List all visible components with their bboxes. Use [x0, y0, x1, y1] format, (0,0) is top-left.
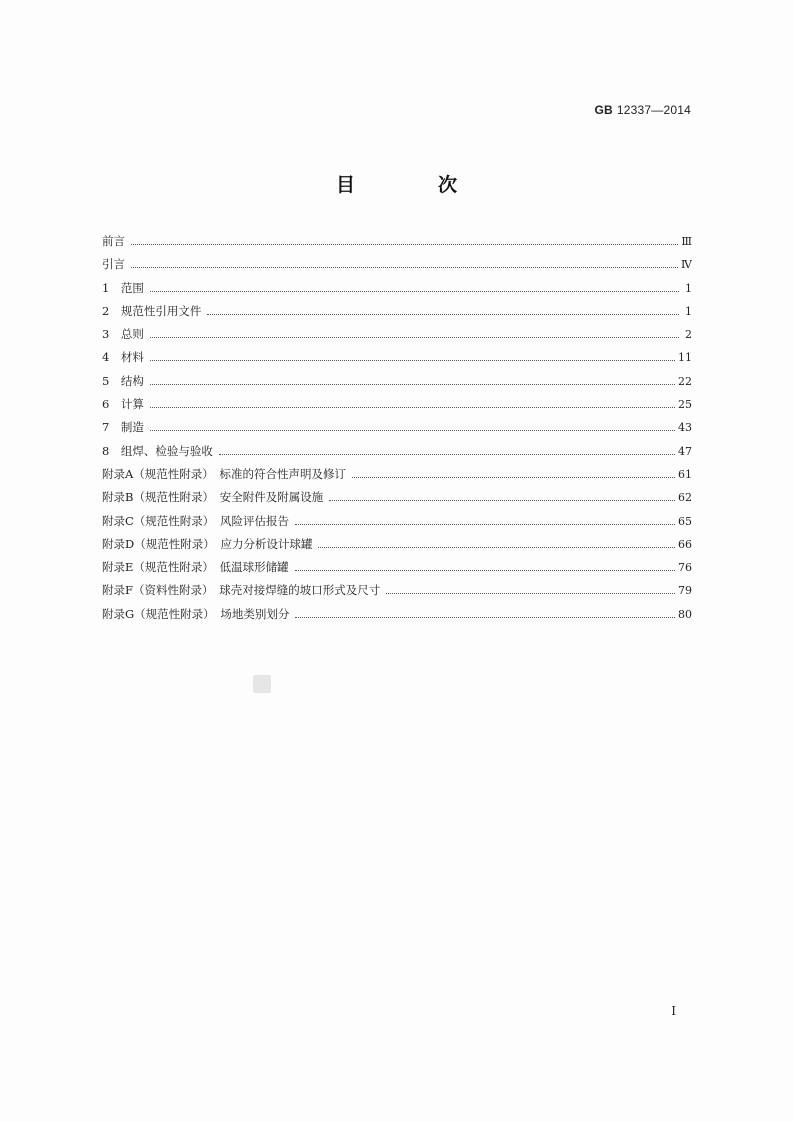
- toc-entry[interactable]: [102, 443, 692, 466]
- toc-dot-leader: [318, 546, 675, 548]
- toc-entry-page: 25: [678, 398, 692, 412]
- toc-entry-page: 61: [678, 467, 692, 481]
- toc-dot-leader: [150, 336, 679, 338]
- toc-entry-label: 附录C（规范性附录） 风险评估报告: [102, 513, 290, 528]
- toc-entry-page: 65: [678, 514, 692, 528]
- toc-entry-page: 66: [678, 537, 692, 551]
- toc-entry-page: 47: [678, 444, 692, 458]
- toc-dot-leader: [295, 569, 675, 571]
- toc-dot-leader: [150, 406, 675, 408]
- page-title: 目 次: [335, 174, 489, 196]
- toc-entry[interactable]: [102, 303, 692, 326]
- toc-entry[interactable]: [102, 419, 692, 442]
- toc-entry[interactable]: [102, 513, 692, 536]
- toc-entry-label: 附录E（规范性附录） 低温球形储罐: [102, 560, 289, 575]
- toc-entry[interactable]: [102, 256, 692, 279]
- toc-entry-label: 7 制造: [102, 420, 144, 435]
- toc-entry-label: 8 组焊、检验与验收: [102, 443, 213, 458]
- toc-entry[interactable]: [102, 233, 692, 256]
- toc-entry-page: 2: [685, 328, 692, 342]
- toc-entry[interactable]: [102, 559, 692, 582]
- toc-entry-label: 5 结构: [102, 373, 144, 388]
- toc-entry-label: 6 计算: [102, 397, 144, 412]
- toc-entry-page: 76: [678, 561, 692, 575]
- toc-dot-leader: [329, 499, 675, 501]
- toc-entry[interactable]: [102, 373, 692, 396]
- toc-dot-leader: [150, 359, 675, 361]
- toc-dot-leader: [150, 429, 675, 431]
- toc-entry-label: 附录D（规范性附录） 应力分析设计球罐: [102, 536, 313, 551]
- standard-prefix: GB: [594, 103, 613, 117]
- toc-entry-label: 1 范围: [102, 280, 144, 295]
- toc-entry-label: 引言: [102, 257, 125, 272]
- toc-dot-leader: [386, 592, 675, 594]
- toc-entry[interactable]: [102, 280, 692, 303]
- toc-entry-label: 附录G（规范性附录） 场地类别划分: [102, 606, 290, 621]
- toc-dot-leader: [295, 523, 675, 525]
- toc-dot-leader: [150, 383, 675, 385]
- page-number: Ⅰ: [671, 1004, 676, 1018]
- toc-entry[interactable]: [102, 489, 692, 512]
- toc-entry[interactable]: [102, 349, 692, 372]
- toc-entry-page: 43: [678, 421, 692, 435]
- toc-entry-page: Ⅳ: [681, 258, 692, 272]
- toc-entry-label: 3 总则: [102, 327, 144, 342]
- toc-entry[interactable]: [102, 536, 692, 559]
- toc-entry-label: 附录F（资料性附录） 球壳对接焊缝的坡口形式及尺寸: [102, 583, 381, 598]
- toc-entry-label: 2 规范性引用文件: [102, 303, 202, 318]
- toc-entry-page: 80: [678, 607, 692, 621]
- toc-entry-page: 79: [678, 584, 692, 598]
- toc-dot-leader: [150, 290, 679, 292]
- toc-entry-label: 附录A（规范性附录） 标准的符合性声明及修订: [102, 466, 347, 481]
- toc-dot-leader: [131, 266, 678, 268]
- toc-entry[interactable]: [102, 396, 692, 419]
- toc-entry[interactable]: [102, 582, 692, 605]
- toc-entry-page: Ⅲ: [681, 235, 692, 248]
- toc-entry-label: 4 材料: [102, 350, 144, 365]
- toc-dot-leader: [219, 453, 675, 455]
- toc-entry-label: 前言: [102, 234, 125, 248]
- toc-dot-leader: [131, 243, 678, 245]
- scan-artifact: [253, 675, 271, 693]
- toc-dot-leader: [352, 476, 675, 478]
- toc-entry-page: 11: [678, 351, 692, 365]
- toc-entry-page: 1: [685, 304, 692, 318]
- table-of-contents: [102, 233, 692, 629]
- toc-dot-leader: [207, 313, 679, 315]
- standard-code: 12337—2014: [616, 103, 691, 117]
- toc-entry[interactable]: [102, 606, 692, 629]
- toc-dot-leader: [295, 616, 675, 618]
- toc-entry-page: 62: [678, 491, 692, 505]
- toc-entry-page: 22: [678, 374, 692, 388]
- toc-entry[interactable]: [102, 466, 692, 489]
- toc-entry-page: 1: [685, 281, 692, 295]
- toc-entry-label: 附录B（规范性附录） 安全附件及附属设施: [102, 490, 324, 505]
- standard-number: [595, 103, 691, 117]
- toc-entry[interactable]: [102, 326, 692, 349]
